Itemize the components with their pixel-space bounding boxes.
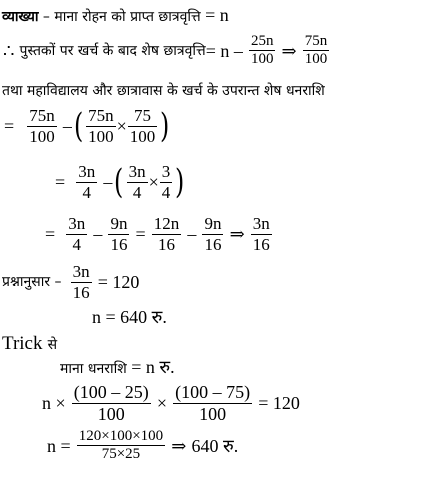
denominator: 16: [158, 234, 176, 254]
line-result-640: n = 640 रु.: [92, 307, 167, 327]
line-trick-equation: [42, 382, 300, 424]
fraction-75n-100: [303, 33, 330, 69]
denominator: 4: [132, 182, 142, 202]
paren-close: ): [160, 106, 170, 147]
numerator: 9n: [110, 214, 128, 233]
denominator: 4: [82, 182, 91, 202]
numerator: 75n: [29, 106, 55, 125]
numerator: 120×100×100: [77, 428, 165, 446]
equals: =: [45, 224, 56, 245]
eq-minus: = n –: [205, 40, 243, 61]
line-assume-amount: [60, 358, 175, 376]
numerator: (100 – 25): [73, 382, 149, 402]
numerator: 3n: [68, 214, 86, 233]
denominator: 100: [199, 403, 227, 424]
line-trick: [2, 334, 57, 353]
minus: –: [62, 116, 72, 137]
fraction-3-4: [160, 162, 173, 202]
denominator: 100: [129, 126, 156, 146]
denominator: 16: [110, 234, 128, 254]
line-expression-1: [4, 106, 172, 146]
fraction-3n-4: [66, 214, 87, 254]
times: ×: [156, 393, 167, 414]
numerator: 75n: [88, 106, 114, 125]
fraction-75-100: [128, 106, 158, 146]
minus: –: [93, 224, 103, 245]
paren-close: ): [175, 162, 185, 203]
denominator: 100: [304, 51, 328, 68]
numerator: 3n: [128, 162, 146, 181]
after-books-text: पुस्तकों पर खर्च के बाद शेष छात्रवृत्ति: [19, 42, 206, 59]
minus: –: [103, 172, 113, 193]
therefore-symbol: ∴: [3, 40, 15, 61]
denominator: 100: [29, 126, 55, 146]
dash: –: [38, 9, 55, 25]
numerator: 3: [161, 162, 171, 181]
fraction-100-25-over-100: [72, 382, 151, 424]
numerator: 12n: [153, 214, 180, 233]
line-trick-result: [47, 428, 238, 464]
denominator: 16: [204, 234, 222, 254]
fraction-75n-100: [27, 106, 57, 146]
assume-text: माना धनराशि: [60, 361, 127, 377]
trick-word: Trick: [2, 333, 43, 354]
line-intro: [2, 6, 229, 24]
denominator: 100: [88, 126, 114, 146]
fraction-75n-100: [86, 106, 116, 146]
fraction-3n-4: [127, 162, 148, 202]
se-word: से: [47, 337, 58, 353]
n-times: n ×: [42, 393, 66, 414]
final-result: 640 रु.: [191, 435, 239, 456]
fraction-3n-4: [76, 162, 97, 202]
denominator: 4: [161, 182, 171, 202]
paren-open: (: [73, 106, 84, 147]
fraction-3n-16: [71, 262, 92, 302]
fraction-9n-16: [202, 214, 223, 254]
numerator: 9n: [204, 214, 222, 233]
intro-eq: = n: [200, 5, 229, 25]
fraction-9n-16: [108, 214, 129, 254]
prashnanusar-text: प्रश्नानुसार –: [2, 274, 62, 291]
equals-120: = 120: [97, 272, 140, 293]
minus: –: [187, 224, 197, 245]
numerator: 25n: [249, 33, 276, 51]
fraction-12n-16: [152, 214, 182, 254]
denominator: 100: [250, 51, 274, 68]
denominator: 4: [72, 234, 81, 254]
line-expression-2: [55, 162, 187, 202]
denominator: 100: [97, 403, 125, 424]
fraction-25n-100: [249, 33, 276, 69]
fraction-120x100x100-over-75x25: [77, 428, 165, 464]
equals: =: [4, 116, 15, 137]
numerator: (100 – 75): [175, 382, 251, 402]
vyakhya-label: व्याख्या: [2, 9, 39, 25]
line-expression-3: [45, 214, 273, 254]
equals: =: [135, 224, 146, 245]
numerator: 75: [128, 106, 158, 127]
equals: =: [55, 172, 66, 193]
n-equals: n =: [47, 435, 71, 456]
implies-arrow: ⇒: [171, 435, 187, 456]
fraction-3n-16: [251, 214, 272, 254]
line-according-to-question: [2, 262, 139, 302]
numerator: 3n: [78, 162, 96, 181]
numerator: 3n: [72, 262, 90, 281]
assume-eq: = n रु.: [126, 357, 175, 377]
numerator: 75n: [303, 33, 330, 51]
numerator: 3n: [252, 214, 270, 233]
denominator: 16: [252, 234, 270, 254]
denominator: 75×25: [101, 446, 141, 463]
times: ×: [148, 172, 159, 193]
implies-arrow: ⇒: [281, 40, 297, 61]
paren-open: (: [114, 162, 124, 203]
denominator: 16: [72, 282, 90, 302]
fraction-100-75-over-100: [173, 382, 252, 424]
line-remaining-text: तथा महाविद्यालय और छात्रावास के खर्च के उपरान्त शेष धनराशि: [2, 83, 325, 99]
equals-120: = 120: [258, 393, 300, 414]
times: ×: [116, 116, 127, 137]
implies-arrow: ⇒: [229, 224, 245, 245]
line-after-books: [3, 33, 330, 69]
intro-text: माना रोहन को प्राप्त छात्रवृत्ति: [54, 9, 201, 25]
